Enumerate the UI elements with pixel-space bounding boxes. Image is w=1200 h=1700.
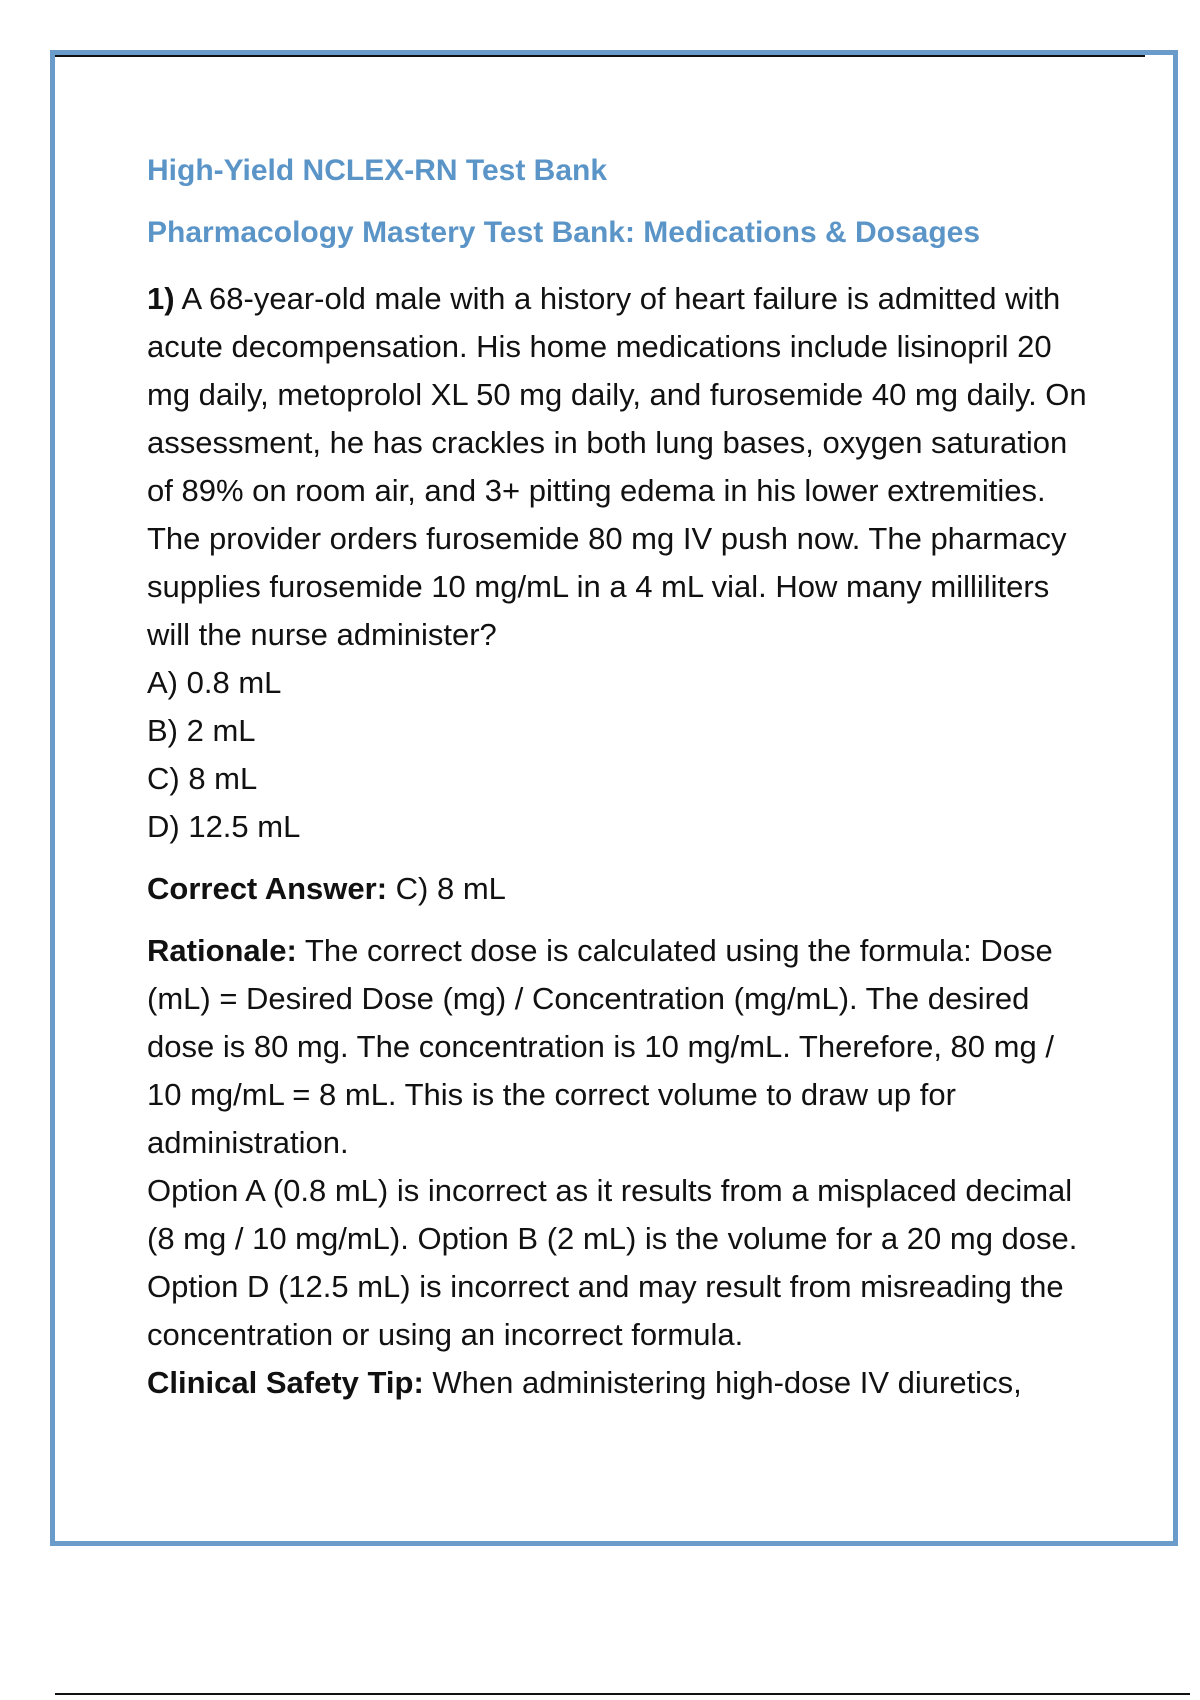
question-number: 1) — [147, 281, 175, 316]
rationale-text: The correct dose is calculated using the formula: Dose (mL) = Desired Dose (mg) / Concentration (mg/mL). The desired dose is 80 mg. The concentration is 10 mg/mL. Therefore, 80 mg / 10 mg/mL = 8 mL. This is the correct volume to draw up for administration. — [147, 933, 1054, 1160]
question-text: A 68-year-old male with a history of heart failure is admitted with acute decompensation. His home medications include lisinopril 20 mg daily, metoprolol XL 50 mg daily, and furosemide 40 mg daily. On assessment, he has crackles in both lung bases, oxygen saturation of 89% on room air, and 3+ pitting edema in his lower extremities. The provider orders furosemide 80 mg IV push now. The pharmacy supplies furosemide 10 mg/mL in a 4 mL vial. How many milliliters will the nurse administer? — [147, 281, 1087, 652]
safety-tip-text: When administering high-dose IV diuretics, — [423, 1365, 1022, 1400]
rationale-label: Rationale: — [147, 933, 297, 968]
clinical-safety-tip — [147, 1359, 1097, 1407]
rationale-options: Option A (0.8 mL) is incorrect as it results from a misplaced decimal (8 mg / 10 mg/mL). Option B (2 mL) is the volume for a 20 mg dose. Option D (12.5 mL) is incorrect and may result from misreading the concentration or using an incorrect formula. — [147, 1173, 1078, 1352]
option-a: A) 0.8 mL — [147, 665, 282, 700]
answer-options — [147, 659, 1097, 851]
rationale — [147, 927, 1097, 1167]
option-b: B) 2 mL — [147, 713, 256, 748]
document-content — [147, 151, 1097, 1407]
test-bank-subtitle: Pharmacology Mastery Test Bank: Medications & Dosages — [147, 216, 981, 249]
option-c: C) 8 mL — [147, 761, 258, 796]
option-d: D) 12.5 mL — [147, 809, 301, 844]
question-stem — [147, 275, 1097, 659]
test-bank-title: High-Yield NCLEX-RN Test Bank — [147, 154, 608, 187]
correct-answer — [147, 865, 1097, 913]
safety-tip-label: Clinical Safety Tip: — [147, 1365, 424, 1400]
page-frame — [50, 50, 1178, 1546]
bottom-rule — [55, 1693, 1190, 1695]
correct-answer-value: C) 8 mL — [387, 871, 506, 906]
frame-top-rule — [55, 55, 1145, 57]
correct-answer-label: Correct Answer: — [147, 871, 388, 906]
